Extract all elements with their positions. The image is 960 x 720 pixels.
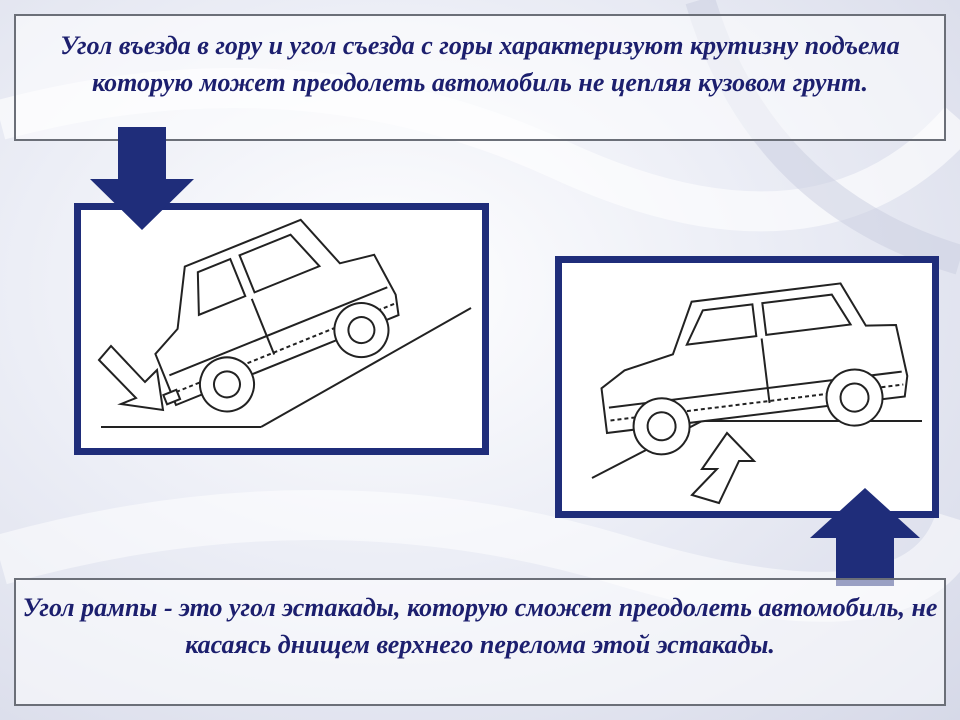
outline-arrow-icon xyxy=(692,433,754,503)
down-arrow-icon xyxy=(90,127,194,230)
outline-arrow-icon xyxy=(99,346,163,410)
car-body xyxy=(592,277,913,461)
car-body xyxy=(122,210,414,433)
car-on-ramp-drawing xyxy=(562,263,932,511)
approach-angle-illustration xyxy=(74,203,489,455)
up-arrow-icon xyxy=(810,488,920,586)
bottom-caption: Угол рампы - это угол эстакады, которую сможет преодолеть автомобиль, не касаясь днищем верхнего перелома этой эстакады. xyxy=(14,578,946,706)
ramp-angle-illustration xyxy=(555,256,939,518)
car-on-slope-drawing xyxy=(81,210,482,448)
top-caption: Угол въезда в гору и угол съезда с горы характеризуют крутизну подъема которую может преодолеть автомобиль не цепляя кузовом грунт. xyxy=(14,14,946,141)
